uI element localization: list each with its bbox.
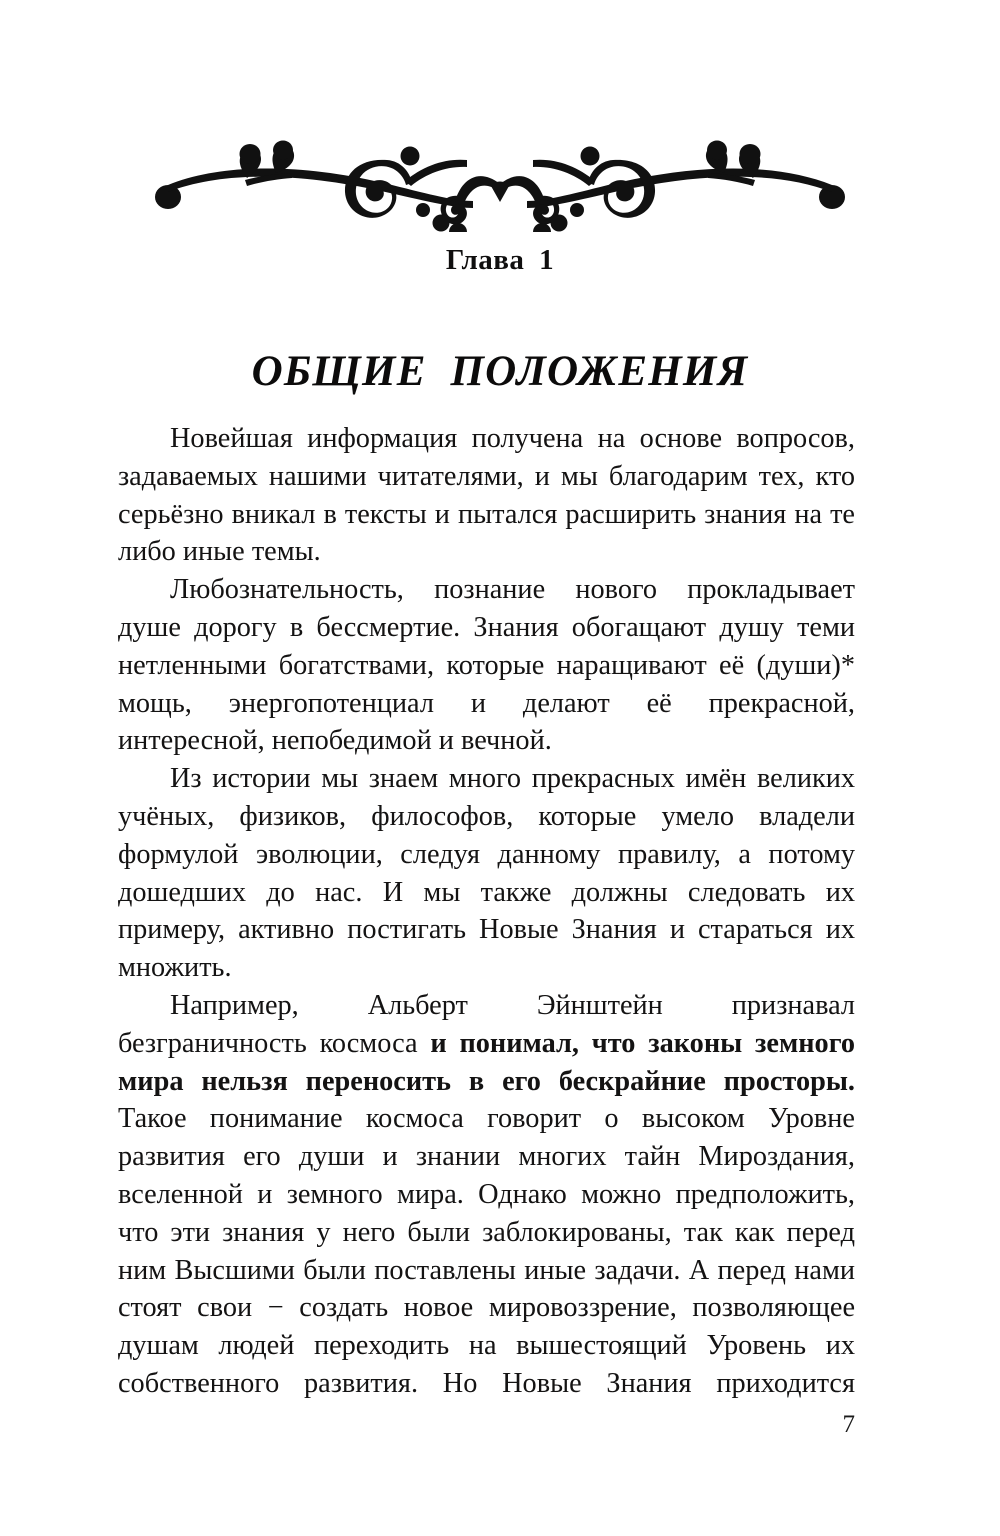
text-run: Из истории мы знаем много прекрасных имён великих учёных, физиков, философов, которые умело владели формулой эволюции, следуя данному правилу, а потому дошедших до нас. И мы также должны следовать их примеру, активно постигать Новые Знания и стараться их множить.: [118, 763, 855, 984]
emphasis-run: и понимал, что законы земного мира нельзя переносить в его бескрайние просторы.: [118, 1027, 855, 1097]
body-text: [118, 420, 855, 1403]
page-title: ОБЩИЕ ПОЛОЖЕНИЯ: [251, 347, 749, 395]
text-run: Любознательность, познание нового прокладывает душе дорогу в бессмертие. Знания обогащают душу теми нетленными богатствами, которые наращивают её (души)* мощь, энергопотенциал и делают её прекрасной, интересной, непобедимой и вечной.: [118, 574, 855, 757]
ornament-divider: [0, 140, 1000, 232]
paragraph: [118, 420, 855, 571]
paragraph: [118, 987, 855, 1403]
floral-flourish-icon: [155, 140, 845, 232]
text-run: Например, Альберт Эйнштейн признавал безграничность космоса: [118, 989, 855, 1059]
page-number: 7: [842, 1411, 855, 1438]
paragraph: [118, 571, 855, 760]
paragraph: [118, 760, 855, 987]
text-run: Такое понимание космоса говорит о высоком Уровне развития его души и знании многих тайн Мироздания, вселенной и земного мира. Однако можно предположить, что эти знания у него были заблокированы, так как перед ним Высшими были поставлены иные задачи. А перед нами стоят свои − создать новое мировоззрение, позволяющее душам людей переходить на вышестоящий Уровень их собственного развития. Но Новые Знания приходится: [118, 1103, 855, 1399]
text-run: Новейшая информация получена на основе вопросов, задаваемых нашими читателями, и мы благодарим тех, кто серьёзно вникал в тексты и пытался расширить знания на те либо иные темы.: [118, 423, 855, 568]
chapter-label: Глава 1: [445, 244, 555, 276]
